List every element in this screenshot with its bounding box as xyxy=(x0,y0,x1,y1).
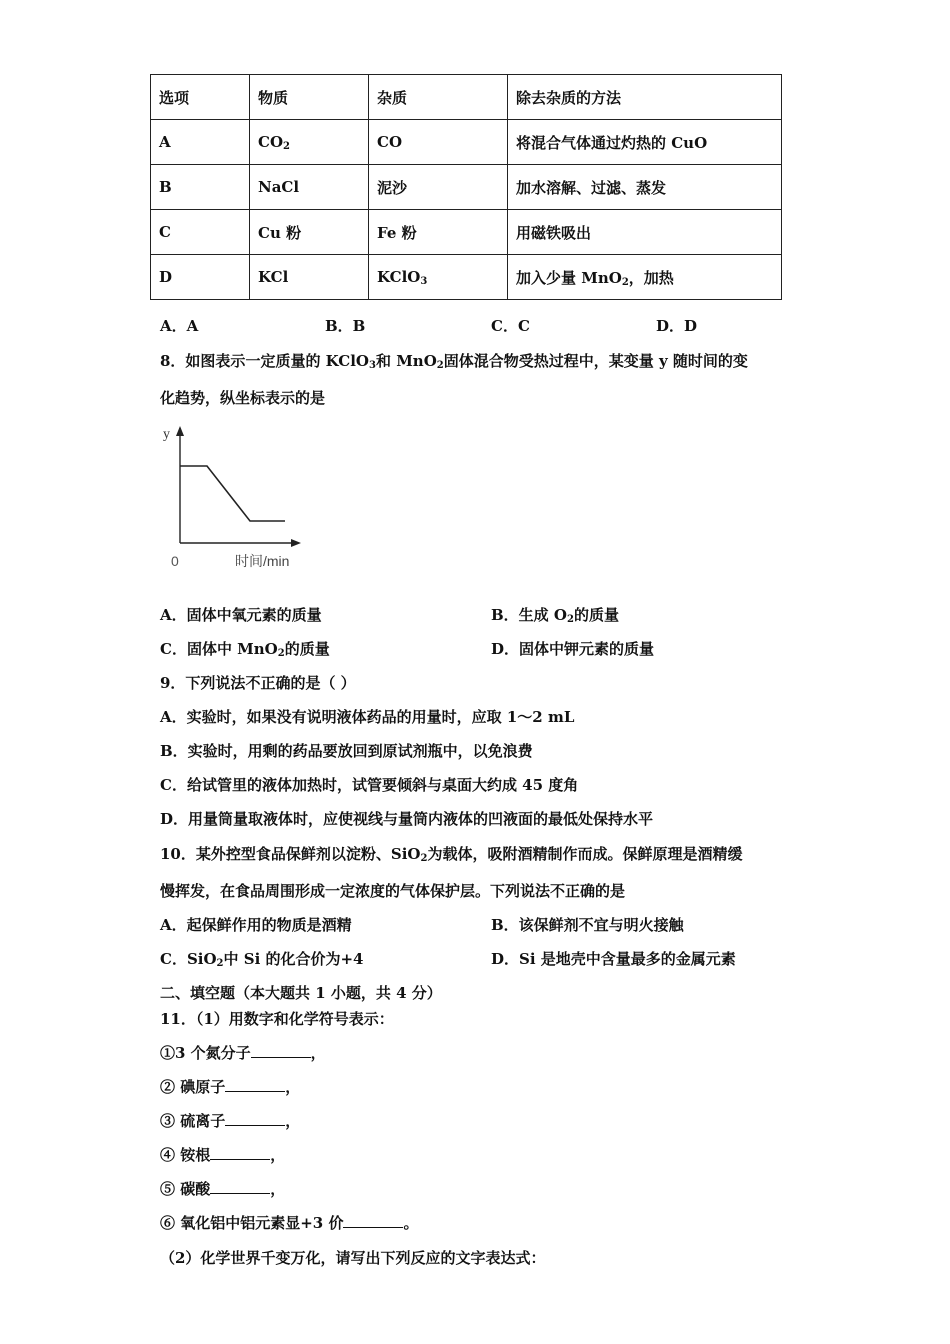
q8-stem-line1: 8．如图表示一定质量的 KClO$_3$和 MnO$_2$固体混合物受热过程中，某变量 y 随时间的变 xyxy=(160,352,748,371)
table-header-cell: 除去杂质的方法 xyxy=(508,75,782,120)
answer-blank[interactable] xyxy=(251,1043,311,1058)
q8-stem-line2: 化趋势，纵坐标表示的是 xyxy=(160,389,326,407)
table-cell-option: A xyxy=(151,120,250,165)
q8-choice-a[interactable]: A．固体中氧元素的质量 xyxy=(160,606,322,624)
table-cell-option: D xyxy=(151,255,250,300)
q9-choice-b[interactable]: B．实验时，用剩的药品要放回到原试剂瓶中，以免浪费 xyxy=(160,742,533,760)
q10-choice-a[interactable]: A．起保鲜作用的物质是酒精 xyxy=(160,916,352,934)
table-header-row xyxy=(151,75,782,120)
table-cell-method: 加水溶解、过滤、蒸发 xyxy=(508,165,782,210)
graph-curve xyxy=(180,466,285,521)
table-cell-option: C xyxy=(151,210,250,255)
table-row xyxy=(151,255,782,300)
answer-blank[interactable] xyxy=(210,1145,270,1160)
q11-stem: 11．（1）用数字和化学符号表示： xyxy=(160,1010,394,1028)
q7-choice-a[interactable]: A．A xyxy=(160,317,199,335)
table-cell-method: 将混合气体通过灼热的 CuO xyxy=(508,120,782,165)
q9-choice-d[interactable]: D．用量筒量取液体时，应使视线与量筒内液体的凹液面的最低处保持水平 xyxy=(160,810,654,828)
q11-item: ③ 硫离子 ， xyxy=(160,1112,301,1130)
q10-stem-line1: 10．某外控型食品保鲜剂以淀粉、SiO$_2$为载体，吸附酒精制作而成。保鲜原理是酒精缓 xyxy=(160,845,743,864)
y-axis-arrow-icon xyxy=(176,426,184,436)
table-row xyxy=(151,165,782,210)
table-cell-method: 用磁铁吸出 xyxy=(508,210,782,255)
q10-choice-b[interactable]: B．该保鲜剂不宜与明火接触 xyxy=(491,916,684,934)
table-row xyxy=(151,210,782,255)
table-cell-impurity: KClO$_3$ xyxy=(369,255,508,300)
q10-choice-d[interactable]: D．Si 是地壳中含量最多的金属元素 xyxy=(491,950,736,968)
q10-choice-c[interactable]: C．SiO$_2$中 Si 的化合价为+4 xyxy=(160,950,364,969)
table-cell-impurity: Fe 粉 xyxy=(369,210,508,255)
table-cell-impurity: 泥沙 xyxy=(369,165,508,210)
q7-choice-d[interactable]: D．D xyxy=(656,317,698,335)
q8-choice-b[interactable]: B．生成 $O_2$的质量 xyxy=(491,606,619,625)
graph-y-label: y xyxy=(163,427,170,442)
table-cell-method: 加入少量 MnO$_2$，加热 xyxy=(508,255,782,300)
graph-origin-label: 0 xyxy=(171,553,179,569)
q8-graph xyxy=(155,420,315,580)
options-table xyxy=(150,74,782,300)
q7-choice-b[interactable]: B．B xyxy=(325,317,366,335)
table-header-cell: 杂质 xyxy=(369,75,508,120)
q7-choice-c[interactable]: C．C xyxy=(491,317,530,335)
q9-choice-a[interactable]: A．实验时，如果没有说明液体药品的用量时，应取 1～2 mL xyxy=(160,708,575,726)
q11-item: ⑤ 碳酸 ， xyxy=(160,1180,286,1198)
q11-item: ①3 个氮分子 ， xyxy=(160,1044,326,1062)
table-cell-substance: KCl xyxy=(250,255,369,300)
q8-choice-c[interactable]: C．固体中 MnO$_2$的质量 xyxy=(160,640,330,659)
x-axis-arrow-icon xyxy=(291,539,301,547)
answer-blank[interactable] xyxy=(225,1077,285,1092)
q11-item: ⑥ 氧化铝中铝元素显+3 价 。 xyxy=(160,1214,419,1232)
table-header-cell: 物质 xyxy=(250,75,369,120)
q10-stem-line2: 慢挥发，在食品周围形成一定浓度的气体保护层。下列说法不正确的是 xyxy=(160,882,626,900)
q8-choice-d[interactable]: D．固体中钾元素的质量 xyxy=(491,640,655,658)
table-row xyxy=(151,120,782,165)
graph-x-label: 时间/min xyxy=(235,553,290,569)
q11-item: ② 碘原子 ， xyxy=(160,1078,301,1096)
table-cell-option: B xyxy=(151,165,250,210)
answer-blank[interactable] xyxy=(225,1111,285,1126)
q9-choice-c[interactable]: C．给试管里的液体加热时，试管要倾斜与桌面大约成 45 度角 xyxy=(160,776,579,794)
q11-item: ④ 铵根 ， xyxy=(160,1146,286,1164)
q9-stem: 9．下列说法不正确的是（ ） xyxy=(160,674,356,692)
answer-blank[interactable] xyxy=(210,1179,270,1194)
table-cell-substance: Cu 粉 xyxy=(250,210,369,255)
table-cell-substance: $CO_2$ xyxy=(250,120,369,165)
answer-blank[interactable] xyxy=(343,1213,403,1228)
table-cell-impurity: CO xyxy=(369,120,508,165)
q11-part2: （2）化学世界千变万化，请写出下列反应的文字表达式： xyxy=(160,1249,546,1267)
table-header-cell: 选项 xyxy=(151,75,250,120)
section-heading: 二、填空题（本大题共 1 小题，共 4 分） xyxy=(160,984,442,1002)
table-cell-substance: NaCl xyxy=(250,165,369,210)
